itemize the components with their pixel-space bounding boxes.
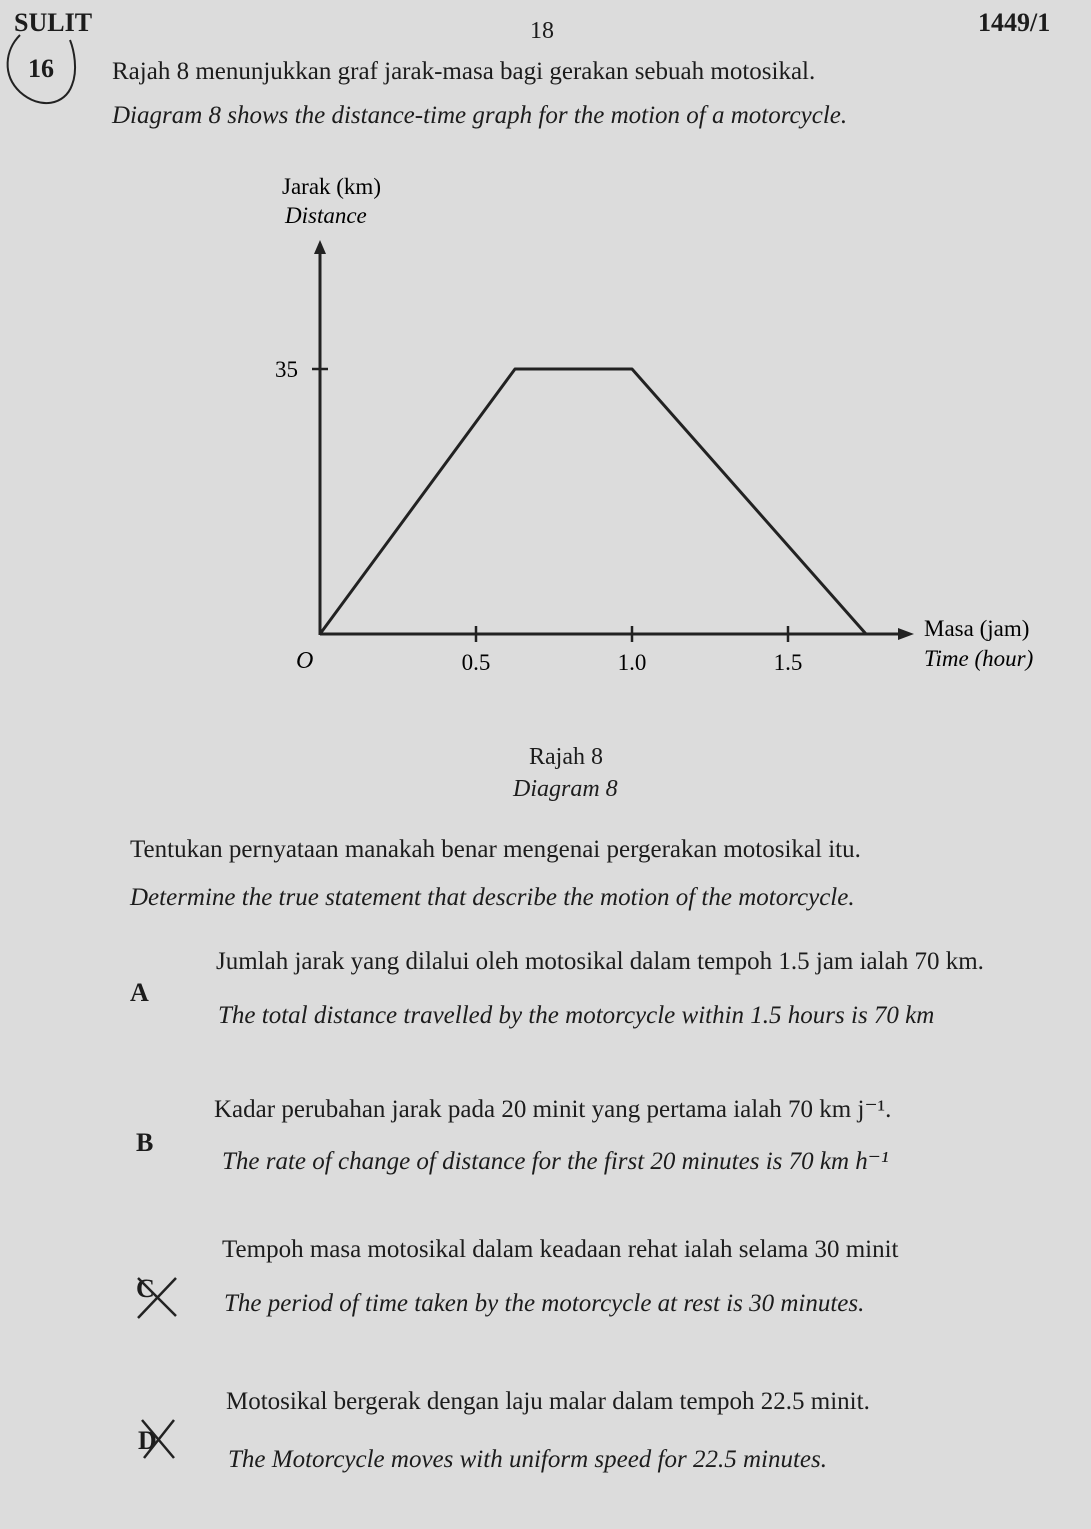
instruction-english: Determine the true statement that describe the motion of the motorcycle. xyxy=(130,884,855,911)
distance-time-line xyxy=(320,369,866,634)
option-a-letter[interactable]: A xyxy=(130,978,149,1007)
x-axis-label-malay: Masa (jam) xyxy=(924,616,1030,641)
option-c-text-malay: Tempoh masa motosikal dalam keadaan rehat ialah selama 30 minit xyxy=(222,1236,899,1263)
question-text-malay: Rajah 8 menunjukkan graf jarak-masa bagi gerakan sebuah motosikal. xyxy=(112,58,816,85)
x-axis-label-english: Time (hour) xyxy=(924,646,1034,671)
x-axis-arrow xyxy=(898,628,914,640)
x-tick-label: 0.5 xyxy=(461,650,491,675)
x-tick-label: 1.0 xyxy=(617,650,647,675)
option-c-letter[interactable]: C xyxy=(136,1274,155,1303)
page-number: 18 xyxy=(530,18,554,44)
y-tick-label: 35 xyxy=(275,357,298,382)
caption-malay: Rajah 8 xyxy=(529,744,603,770)
option-b-letter[interactable]: B xyxy=(136,1128,154,1157)
option-c-text-english: The period of time taken by the motorcycle at rest is 30 minutes. xyxy=(224,1290,865,1317)
origin-label: O xyxy=(296,648,314,674)
pen-circle-mark xyxy=(0,30,110,120)
x-tick-label: 1.5 xyxy=(773,650,803,675)
option-d-text-english: The Motorcycle moves with uniform speed for 22.5 minutes. xyxy=(228,1446,827,1473)
y-axis-arrow xyxy=(314,240,326,254)
paper-code: 1449/1 xyxy=(978,8,1051,37)
option-b-text-english: The rate of change of distance for the first 20 minutes is 70 km h⁻¹ xyxy=(222,1148,889,1175)
distance-time-graph xyxy=(0,160,1091,690)
option-a-text-malay: Jumlah jarak yang dilalui oleh motosikal dalam tempoh 1.5 jam ialah 70 km. xyxy=(216,948,984,975)
option-c-cross-mark xyxy=(132,1272,182,1322)
y-axis-label-malay: Jarak (km) xyxy=(282,174,381,199)
caption-english: Diagram 8 xyxy=(513,776,618,802)
option-b-text-malay: Kadar perubahan jarak pada 20 minit yang pertama ialah 70 km j⁻¹. xyxy=(214,1096,892,1123)
header-sulit: SULIT xyxy=(14,8,93,37)
instruction-malay: Tentukan pernyataan manakah benar mengenai pergerakan motosikal itu. xyxy=(130,836,861,863)
option-d-cross-mark xyxy=(134,1414,184,1464)
option-d-text-malay: Motosikal bergerak dengan laju malar dalam tempoh 22.5 minit. xyxy=(226,1388,870,1415)
question-text-english: Diagram 8 shows the distance-time graph for the motion of a motorcycle. xyxy=(112,102,848,129)
option-d-letter[interactable]: D xyxy=(138,1426,157,1455)
option-a-text-english: The total distance travelled by the motorcycle within 1.5 hours is 70 km xyxy=(218,1002,935,1029)
question-number: 16 xyxy=(28,54,54,83)
y-axis-label-english: Distance xyxy=(285,203,367,228)
